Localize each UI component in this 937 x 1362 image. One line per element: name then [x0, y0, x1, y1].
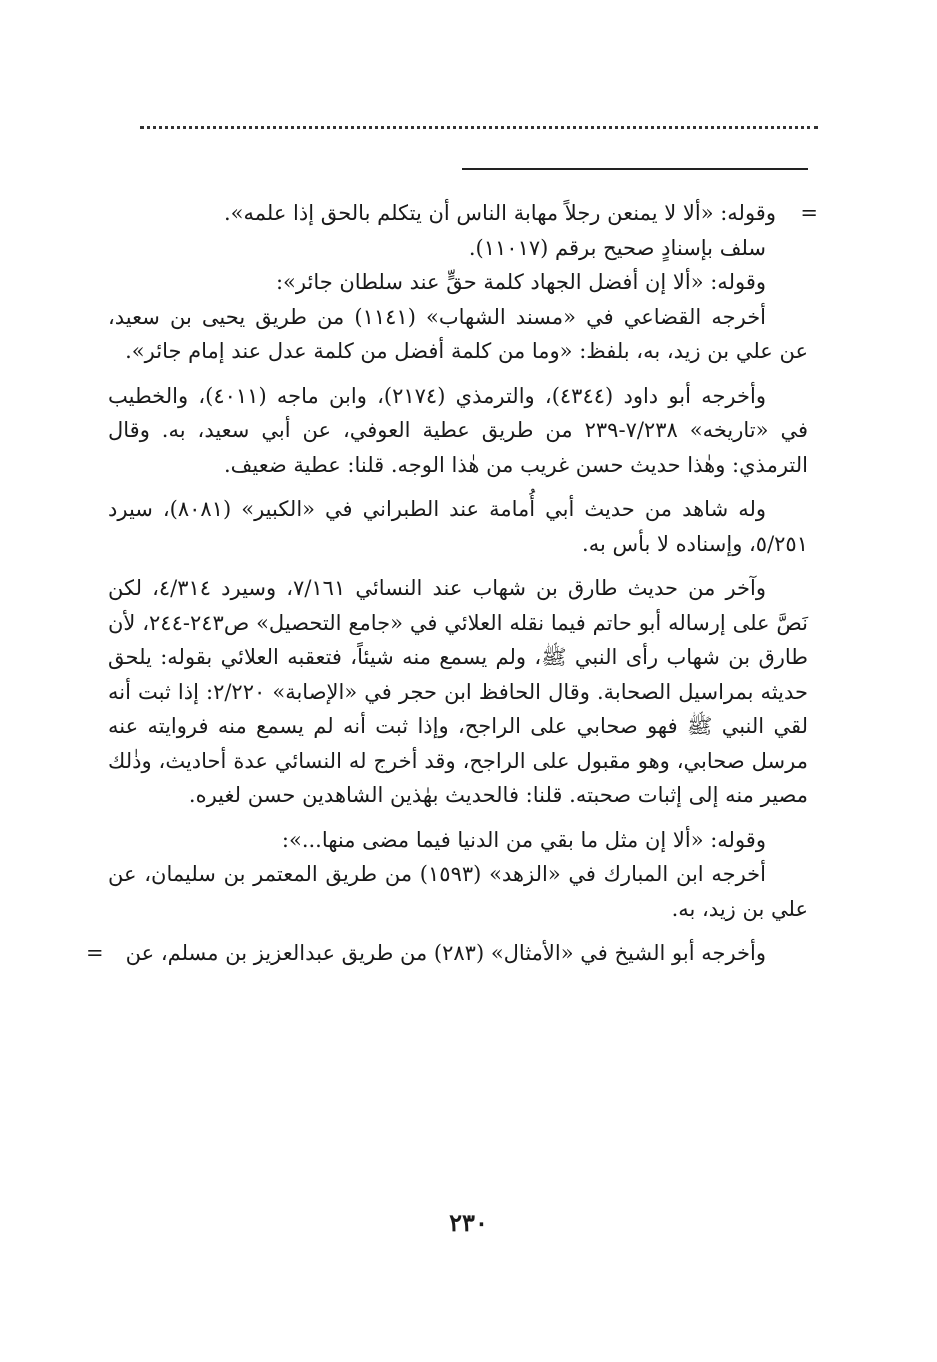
footnote-paragraph: وله شاهد من حديث أبي أُمامة عند الطبراني في «الكبير» (٨٠٨١)، سيرد ٥/٢٥١، وإسناده لا بأس به.: [108, 497, 808, 556]
footnote-line: وقوله: «ألا إن أفضل الجهاد كلمة حقٍّ عند سلطان جائر»:: [275, 270, 766, 294]
footnote-paragraph: أخرجه ابن المبارك في «الزهد» (١٥٩٣) من طريق المعتمر بن سليمان، عن علي بن زيد، به.: [108, 862, 808, 921]
continuation-mark-start: =: [800, 201, 818, 225]
footnote-line: = وقوله: «ألا لا يمنعن رجلاً مهابة الناس أن يتكلم بالحق إذا علمه».: [108, 196, 808, 231]
dotted-separator: [140, 126, 818, 129]
footnote-body: [86, 196, 818, 971]
footnote-line: وأخرجه أبو الشيخ في «الأمثال» (٢٨٣) من طريق عبدالعزيز بن مسلم، عن =: [108, 936, 808, 971]
footnote-line: سلف بإسنادٍ صحيح برقم (١١٠١٧).: [468, 235, 766, 260]
footnote-paragraph: أخرجه القضاعي في «مسند الشهاب» (١١٤١) من طريق يحيى بن سعيد، عن علي بن زيد، به، بلفظ: «وما من كلمة أفضل من كلمة عدل عند إمام جائر».: [108, 304, 808, 363]
footnote-paragraph: وآخر من حديث طارق بن شهاب عند النسائي ٧/١٦١، وسيرد ٤/٣١٤، لكن نَصَّ على إرساله أبو حاتم فيما نقله العلائي في «جامع التحصيل» ص٢٤٣-٢٤٤، لأن طارق بن شهاب رأى النبي ﷺ، ولم يسمع منه شيئاً، فتعقبه العلائي بقوله: يلحق حديثه بمراسيل الصحابة. وقال الحافظ ابن حجر في «الإصابة» ٢/٢٢٠: إذا ثبت أنه لقي النبي ﷺ فهو صحابي على الراجح، وإذا ثبت أنه لم يسمع منه فروايته عنه مرسل صحابي، وهو مقبول على الراجح، وقد أخرج له النسائي عدة أحاديث، وذٰلك مصير منه إلى إثبات صحبته. قلنا: فالحديث بهٰذين الشاهدين حسن لغيره.: [108, 576, 808, 807]
footnote-rule: [462, 168, 808, 170]
page-number: ٢٣٠: [449, 1208, 488, 1237]
footnote-paragraph: وأخرجه أبو داود (٤٣٤٤)، والترمذي (٢١٧٤)، وابن ماجه (٤٠١١)، والخطيب في «تاريخه» ٧/٢٣٨-٢٣٩ من طريق عطية العوفي، عن أبي سعيد، به. وقال الترمذي: وهٰذا حديث حسن غريب من هٰذا الوجه. قلنا: عطية ضعيف.: [108, 383, 808, 477]
footnote-line: وقوله: «ألا إن مثل ما بقي من الدنيا فيما مضى منها...»:: [281, 827, 766, 852]
continuation-mark-end: =: [86, 941, 104, 965]
